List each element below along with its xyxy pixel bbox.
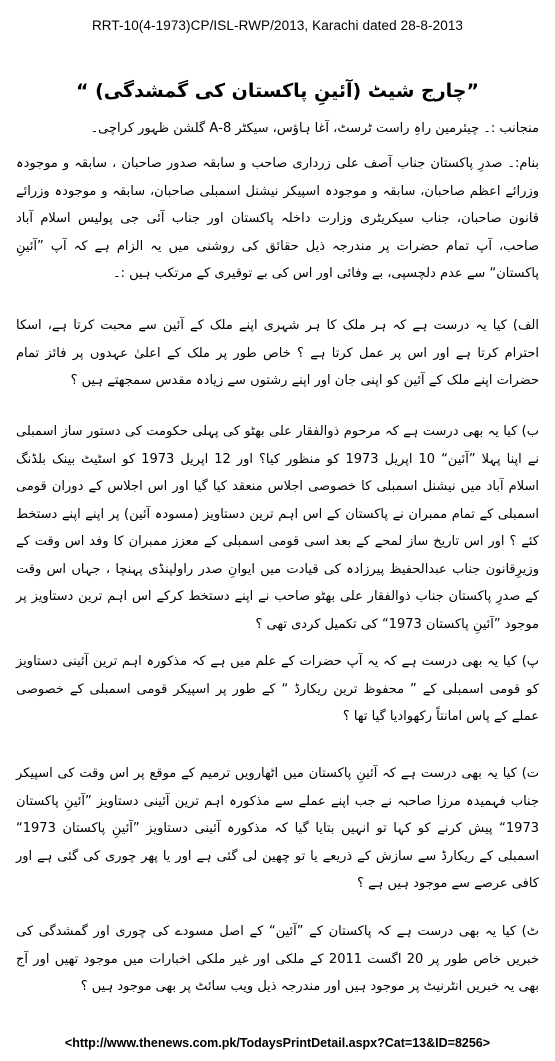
paragraph-bay: ب) کیا یہ بھی درست ہے کہ مرحوم ذوالفقار علی بھٹو کی پہلی حکومت کی دستور ساز اسمبلی نے اپنا پہلا ”آئین“ 10 اپریل 1973 کو منظور کیا؟ اور 12 اپریل 1973 کو اسٹیٹ بینک بلڈنگ اسلام آباد میں نیشنل اسمبلی کا خصوصی اجلاس منعقد کیا گیا اور اس اجلاس کے دوران قومی اسمبلی کے تمام ممبران نے پاکستان کے اس اہم ترین دستاویز (مسودہ آئین) پر اپنے اپنے دستخط کئے ؟ اور اس تاریخ ساز لمحے کے بعد اسی قومی اسمبلی کے معزز ممبران کا وفد اس وقت کے وزیرِقانون جناب عبدالحفیظ پیرزادہ کی قیادت میں ایوانِ صدر راولپنڈی پہنچا ، جہاں اس وقت کے صدرِ پاکستان جناب ذوالفقار علی بھٹو صاحب نے اپنے دستخط کرکے اس اہم ترین دستاویز پر موجود ”آئینِ پاکستان 1973“ کی تکمیل کردی تھی ؟ <box>16 424 539 632</box>
paragraph-tay: ت) کیا یہ بھی درست ہے کہ آئینِ پاکستان میں اٹھارویں ترمیم کے موقع پر اس وقت کی اسپیکر جناب فہمیدہ مرزا صاحبہ نے جب اپنے عملے سے مذکورہ اہم ترین آئینی دستاویز ”آئینِ پاکستان 1973“ پیش کرنے کو کہا تو انہیں بتایا گیا کہ مذکورہ آئینی دستاویز ”آئینِ پاکستان 1973“ اسمبلی کے ریکارڈ سے سازش کے ذریعے یا تو چھین لی گئی ہے اور یا پھر چوری کی گئی ہے اور کافی عرصے سے موجود ہیں ہے ؟ <box>16 766 539 891</box>
document-title: ”چارج شیٹ (آئینِ پاکستان کی گمشدگی) “ <box>76 80 479 102</box>
paragraph-alif: الف) کیا یہ درست ہے کہ ہر ملک کا ہر شہری اپنے ملک کے آئین سے محبت کرتا ہے، اسکا احترام کرتا ہے اور اس پر عمل کرتا ہے ؟ خاص طور پر ملک کے اعلیٰ عہدوں پر فائز تمام حضرات اپنے ملک کے آئین کو اپنی جان اور اپنے رشتوں سے زیادہ مقدس سمجھتے ہیں ؟ <box>16 318 539 388</box>
addressee-paragraph: بنام:۔ صدرِ پاکستان جناب آصف علی زرداری صاحب و سابقہ صدور صاحبان ، سابقہ و موجودہ وزرائے اعظم صاحبان، سابقہ و موجودہ اسپیکر نیشنل اسمبلی صاحبان، سابقہ و موجودہ وزرائے قانون صاحبان، جناب سیکریٹری وزارت داخلہ پاکستان اور جناب آئی جی پولیس اسلام آباد صاحب، آپ تمام حضرات پر مندرجہ ذیل حقائق کی روشنی میں یہ الزام ہے کہ آپ ”آئینِ پاکستان“ سے عدم دلچسپی، بے وفائی اور اس کی بے توقیری کے مرتکب ہیں :۔ <box>16 156 539 281</box>
source-url: <http://www.thenews.com.pk/TodaysPrintDetail.aspx?Cat=13&ID=8256> <box>64 1036 491 1050</box>
reference-line: RRT-10(4-1973)CP/ISL-RWP/2013, Karachi dated 28-8-2013 <box>91 18 464 33</box>
paragraph-pay: پ) کیا یہ بھی درست ہے کہ یہ آپ حضرات کے علم میں ہے کہ مذکورہ اہم ترین آئینی دستاویز کو قومی اسمبلی کے ” محفوظ ترین ریکارڈ “ کے طور پر اسپیکر قومی اسمبلی کے خصوصی عملے کے پاس امانتاً رکھوادیا گیا تھا ؟ <box>16 654 539 724</box>
paragraph-ttay: ٹ) کیا یہ بھی درست ہے کہ پاکستان کے ”آئین“ کے اصل مسودے کی چوری اور گمشدگی کی خبریں خاص طور پر 20 اگست 2011 کے ملکی اور غیر ملکی اخبارات میں موجود تھیں اور آج بھی یہ خبریں انٹرنیٹ پر موجود ہیں اور مندرجہ ذیل ویب سائٹ پر بھی موجود ہیں ؟ <box>16 924 539 994</box>
from-line: منجانب :۔ چیئرمین راہِ راست ٹرسٹ، آغا ہاؤس، سیکٹر 8-A گلشن ظہور کراچی۔ <box>90 121 539 136</box>
